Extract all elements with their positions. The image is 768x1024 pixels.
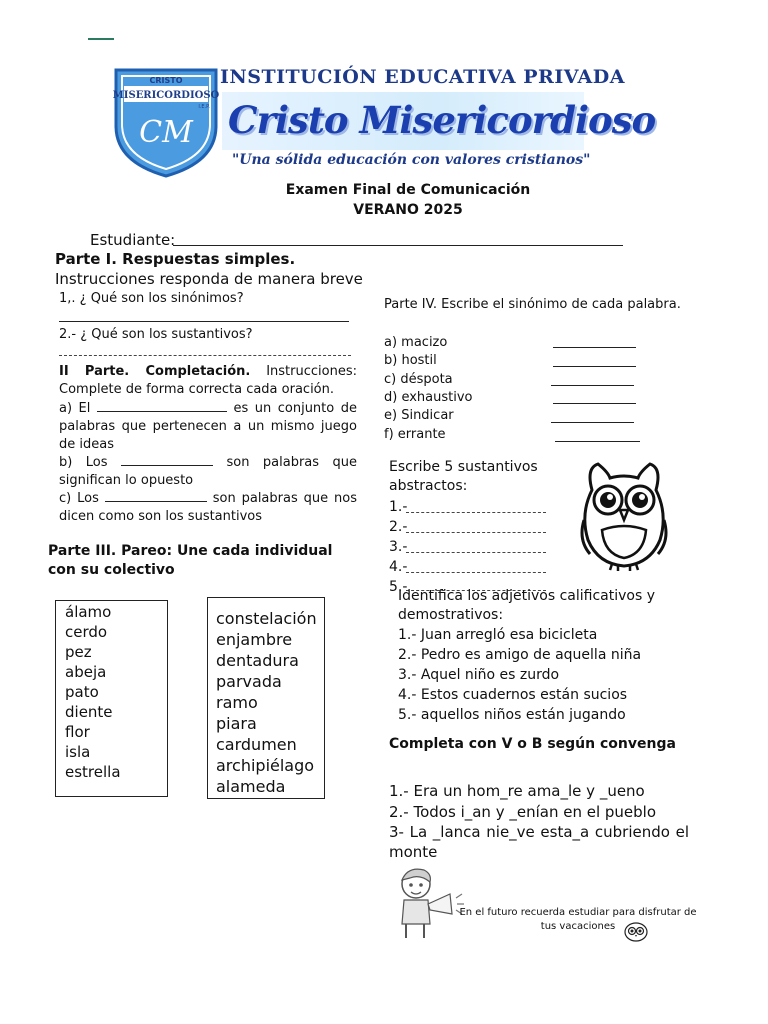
footer-note: En el futuro recuerda estudiar para disfrutar de tus vacaciones: [459, 907, 697, 932]
part1-header: [55, 249, 375, 289]
collective-item: enjambre: [216, 630, 293, 649]
synonym-line[interactable]: [551, 422, 634, 423]
collective-item: ramo: [216, 693, 258, 712]
part1-instructions: Instrucciones responda de manera breve: [55, 270, 363, 288]
answer-line-2[interactable]: [59, 355, 351, 356]
answer-line-1[interactable]: [59, 321, 349, 322]
individual-item: pez: [65, 643, 92, 661]
synonym-line[interactable]: [553, 347, 636, 348]
abstract-heading: Escribe 5 sustantivos abstractos:: [389, 459, 538, 494]
part2-item-a: [59, 400, 357, 454]
abstract-line[interactable]: [406, 572, 546, 573]
abstract-item: 1.-: [389, 499, 408, 515]
vb-line: 2.- Todos i_an y _enían en el pueblo: [389, 803, 657, 821]
collectives-box: [207, 597, 325, 799]
part2-a-prefix: a) El: [59, 401, 91, 416]
synonym-line[interactable]: [553, 366, 636, 367]
collective-item: parvada: [216, 672, 282, 691]
abstract-line[interactable]: [406, 532, 546, 533]
exam-title: Examen Final de Comunicación: [285, 182, 531, 198]
adjective-sentence: 5.- aquellos niños están jugando: [398, 707, 626, 723]
vb-line: 3- La _lanca nie_ve esta_a cubriendo el monte: [389, 823, 689, 861]
part4-word: a) macizo: [384, 335, 448, 350]
part2-instructions: Instrucciones: Complete de forma correcta cada oración.: [59, 364, 357, 397]
part4-word: e) Sindicar: [384, 408, 454, 423]
collective-item: piara: [216, 714, 257, 733]
individual-item: cerdo: [65, 623, 108, 641]
part2-item-b: [59, 454, 357, 490]
part2-b-text: son palabras que significan lo opuesto: [59, 455, 357, 488]
adjective-sentence: 1.- Juan arregló esa bicicleta: [398, 627, 598, 643]
adjective-sentence: 3.- Aquel niño es zurdo: [398, 667, 560, 683]
part4-word: d) exhaustivo: [384, 390, 473, 405]
individuals-box: [55, 600, 168, 797]
blank-a[interactable]: [97, 411, 227, 412]
adjective-sentence: 2.- Pedro es amigo de aquella niña: [398, 647, 642, 663]
collective-item: dentadura: [216, 651, 299, 670]
individual-item: isla: [65, 743, 91, 761]
svg-text:I.E.P.: I.E.P.: [198, 104, 210, 110]
part1-question-1: 1,. ¿ Qué son los sinónimos?: [59, 291, 244, 306]
institution-title: INSTITUCIÓN EDUCATIVA PRIVADA: [220, 66, 625, 88]
individual-item: estrella: [65, 763, 121, 781]
part1-heading: Parte I. Respuestas simples.: [55, 250, 296, 268]
owl-icon: [578, 460, 670, 572]
part4-word: f) errante: [384, 427, 446, 442]
part2-header: [59, 363, 357, 399]
synonym-line[interactable]: [555, 441, 640, 442]
adjective-sentence: 4.- Estos cuadernos están sucios: [398, 687, 628, 703]
part2-b-prefix: b) Los: [59, 455, 108, 470]
school-name: Cristo Misericordioso: [228, 98, 656, 142]
part2-c-text: son palabras que nos dicen como son los sustantivos: [59, 491, 358, 524]
individual-item: abeja: [65, 663, 107, 681]
school-motto: "Una sólida educación con valores cristianos": [232, 152, 591, 168]
synonym-line[interactable]: [551, 385, 634, 386]
part2-heading: II Parte. Completación.: [59, 364, 251, 379]
part1-question-2: 2.- ¿ Qué son los sustantivos?: [59, 327, 253, 342]
abstract-item: 5.-: [389, 579, 408, 595]
adjectives-heading: Identifica los adjetivos calificativos y demostrativos:: [398, 588, 655, 623]
part3-heading: Parte III. Pareo: Une cada individual con su colectivo: [48, 543, 333, 578]
abstract-item: 2.-: [389, 519, 408, 535]
part4-heading: Parte IV. Escribe el sinónimo de cada palabra.: [384, 297, 681, 312]
abstract-item: 4.-: [389, 559, 408, 575]
collective-item: constelación: [216, 609, 317, 628]
collective-item: alameda: [216, 777, 286, 796]
abstract-line[interactable]: [406, 552, 546, 553]
synonym-line[interactable]: [553, 403, 636, 404]
svg-text:MISERICORDIOSO: MISERICORDIOSO: [112, 90, 220, 101]
blank-c[interactable]: [105, 501, 207, 502]
school-logo: [110, 62, 222, 180]
abstract-item: 3.-: [389, 539, 408, 555]
abstract-line[interactable]: [406, 512, 546, 513]
part2-a-text: es un conjunto de palabras que pertenecen a un mismo juego de ideas: [59, 401, 357, 452]
svg-text:CRISTO: CRISTO: [149, 76, 183, 85]
collective-item: cardumen: [216, 735, 297, 754]
vb-line: 1.- Era un hom_re ama_le y _ueno: [389, 782, 645, 800]
individual-item: flor: [65, 723, 90, 741]
exam-subtitle: VERANO 2025: [353, 202, 463, 218]
individual-item: álamo: [65, 603, 112, 621]
individual-item: diente: [65, 703, 113, 721]
owl-face-icon: [624, 922, 648, 942]
vb-heading: Completa con V o B según convenga: [389, 736, 676, 752]
blank-b[interactable]: [121, 465, 213, 466]
part2-item-c: [59, 490, 357, 526]
part4-word: b) hostil: [384, 353, 437, 368]
student-label: Estudiante:: [90, 231, 176, 249]
part4-word: c) déspota: [384, 372, 453, 387]
collective-item: archipiélago: [216, 756, 315, 775]
header-accent-line: [88, 38, 114, 40]
individual-item: pato: [65, 683, 99, 701]
svg-text:CM: CM: [139, 115, 193, 150]
student-name-line[interactable]: [173, 245, 623, 246]
part2-c-prefix: c) Los: [59, 491, 99, 506]
